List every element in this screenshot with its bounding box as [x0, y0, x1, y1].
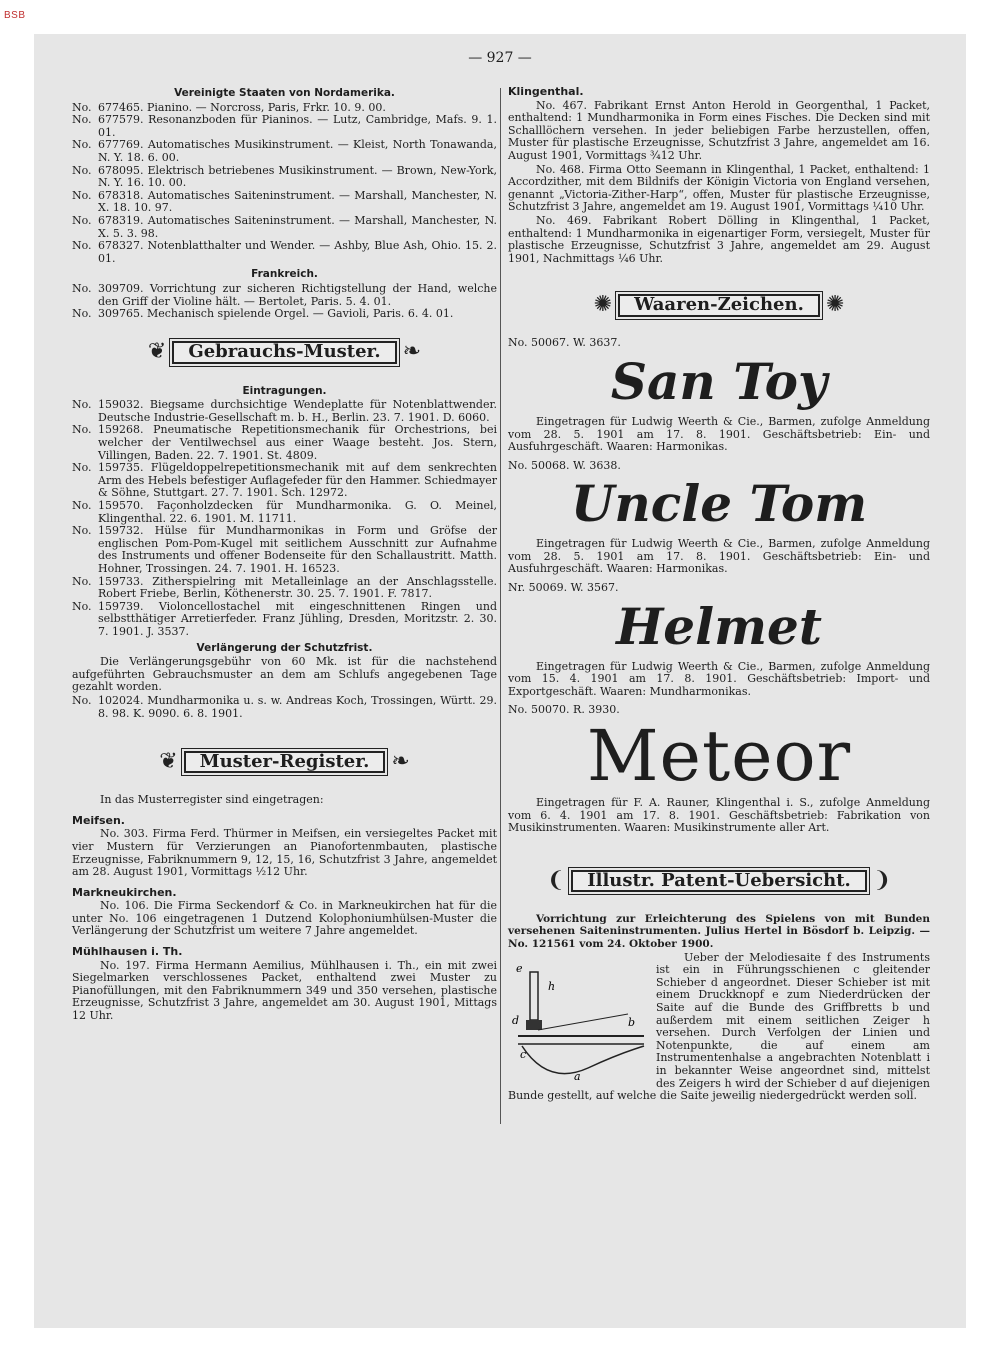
bracket-ornament-icon: ❨ [546, 867, 566, 893]
gebrauchs-banner [72, 329, 497, 377]
trademark-ref: No. 50067. W. 3637. [508, 336, 621, 350]
trademark-desc: Eingetragen für Ludwig Weerth & Cie., Barmen, zufolge Anmeldung vom 28. 5. 1901 am 17. 8. 1901. Geschäftsbetrieb: Ein- und Ausfuhrgeschäft. Waaren: Harmonikas. [508, 537, 930, 576]
list-item: No. 159739. Violoncellostachel mit eingeschnittenen Ringen und selbstthätiger Arretierfeder. Franz Jühling, Dresden, Moritzstr. 2. 30. 7. 1901. J. 3537. [72, 599, 497, 638]
list-item: No. 159032. Biegsame durchsichtige Wendeplatte für Notenblattwender. Deutsche Industrie-Gesellschaft m. b. H., Berlin. 23. 7. 1901. D. 6060. [72, 398, 497, 424]
trademark-word: San Toy [610, 351, 828, 411]
place-heading: Meifsen. [72, 813, 125, 827]
right-column [508, 84, 930, 1104]
trademark-desc: Eingetragen für Ludwig Weerth & Cie., Barmen, zufolge Anmeldung vom 15. 4. 1901 am 17. 8. 1901. Geschäftsbetrieb: Import- und Exportgeschäft. Waaren: Mundharmonikas. [508, 659, 930, 698]
trademark-desc: Eingetragen für F. A. Rauner, Klingenthal i. S., zufolge Anmeldung vom 6. 4. 1901 am 17. 8. 1901. Geschäftsbetrieb: Fabrikation von Musikinstrumenten. Waaren: Musikinstrumente aller Art. [508, 796, 930, 835]
list-item: No. 159735. Flügeldoppelrepetitionsmechanik mit auf dem senkrechten Arm des Hebels befestiger Auflagefeder für den Hammer. Schiedmayer & Söhne, Stuttgart. 27. 7. 1901. Sch. 12972. [72, 461, 497, 500]
patent-body [508, 952, 930, 1103]
list-item: No. 309709. Vorrichtung zur sicheren Richtigstellung der Hand, welche den Griff der Violine hält. — Bertolet, Paris. 5. 4. 01. [72, 281, 497, 308]
trademark-word: Uncle Tom [570, 474, 868, 534]
pointer-line [538, 1014, 628, 1030]
page-sheet [34, 34, 966, 1328]
trademark-desc: Eingetragen für Ludwig Weerth & Cie., Barmen, zufolge Anmeldung vom 28. 5. 1901 am 17. 8. 1901. Geschäftsbetrieb: Ein- und Ausfuhrgeschäft. Waaren: Harmonikas. [508, 414, 930, 454]
patent-title: Vorrichtung zur Erleichterung des Spielens von mit Bunden versehenen Saiteninstrumenten. Julius Hertel in Bösdorf b. Leipzig. — No. 121561 vom 24. Oktober 1900. [508, 912, 930, 950]
list-item: No. 678095. Elektrisch betriebenes Musikinstrument. — Brown, New-York, N. Y. 16. 10. 00. [72, 163, 497, 190]
list-item: No. 677579. Resonanzboden für Pianinos. — Lutz, Cambridge, Mafs. 9. 1. 01. [72, 113, 497, 139]
column-divider [500, 88, 501, 1124]
list-item: No. 102024. Mundharmonika u. s. w. Andreas Koch, Trossingen, Württ. 29. 8. 98. K. 9090. 6. 8. 1901. [72, 693, 497, 720]
eintragungen-heading: Eintragungen. [242, 384, 327, 397]
figure-label: c [520, 1047, 527, 1061]
place-heading: Markneukirchen. [72, 885, 177, 899]
patent-banner [508, 857, 930, 905]
left-column [72, 84, 497, 1024]
patent-figure [508, 954, 648, 1088]
patent-banner-title: Illustr. Patent-Uebersicht. [571, 870, 867, 893]
renewal-text: Die Verlängerungsgebühr von 60 Mk. ist für die nachstehend aufgeführten Gebrauchsmuster an dem am Schlufs angegebenen Tage gezahlt worden. [72, 655, 497, 694]
trademark-entry [508, 460, 930, 576]
usa-entry-list [72, 102, 497, 266]
trademark-entry [508, 337, 930, 453]
scroll-ornament-icon: ❧ [402, 339, 422, 365]
paragraph: No. 469. Fabrikant Robert Dölling in Klingenthal, 1 Packet, enthaltend: 1 Mundharmonika in eigenartiger Form, versiegelt, Muster für plastische Erzeugnisse, Schutzfrist 3 Jahre, angemeldet am 29. August 1901, Nachmittags ¼6 Uhr. [508, 213, 930, 265]
instrument-neck-shape [522, 1046, 644, 1074]
library-mark: BSB [4, 10, 26, 21]
place-heading: Mühlhausen i. Th. [72, 945, 183, 959]
scroll-ornament-icon: ❦ [147, 339, 167, 365]
list-item: No. 159268. Pneumatische Repetitionsmechanik für Orchestrions, bei welcher der Ventilwechsel aus einer Waage besteht. Jos. Stern, Villingen, Baden. 22. 7. 1901. St. 4809. [72, 423, 497, 462]
page-number: — 927 — [468, 50, 532, 66]
figure-label: b [628, 1015, 636, 1029]
trademark-entry [508, 704, 930, 834]
place-text: No. 197. Firma Hermann Aemilius, Mühlhausen i. Th., ein mit zwei Siegelmarken verschlossenes Packet, enthaltend zwei Muster zu Pianofüllungen, mit den Fabriknummern 349 und 350 versehen, plastische Erzeugnisse, Schutzfrist 3 Jahre, angemeldet am 30. August 1901, Mittags 12 Uhr. [72, 958, 497, 1023]
muster-banner [72, 738, 497, 786]
muster-banner-title: Muster-Register. [184, 751, 386, 774]
list-item: No. 678319. Automatisches Saiteninstrument. — Marshall, Manchester, N. X. 5. 3. 98. [72, 213, 497, 240]
bracket-ornament-icon: ❩ [872, 867, 892, 893]
figure-label: a [574, 1069, 581, 1083]
list-item: No. 159732. Hülse für Mundharmonikas in Form und Gröfse der englischen Pom-Pom-Kugel mit seitlichem Ausschnitt zur Aufnahme des Instruments und offener Bodenseite für den Schallaustritt. Matth. Hohner, Trossingen. 24. 7. 1901. H. 16523. [72, 524, 497, 575]
list-item: No. 159733. Zitherspielring mit Metalleinlage an der Anschlagsstelle. Robert Friebe, Berlin, Köthenerstr. 30. 25. 7. 1901. F. 7817. [72, 574, 497, 601]
trademark-word: Helmet [616, 596, 822, 656]
list-item: No. 677465. Pianino. — Norcross, Paris, Frkr. 10. 9. 00. [72, 100, 386, 114]
trademark-word: Meteor [586, 715, 852, 798]
figure-label: e [516, 961, 523, 975]
list-item: No. 159570. Façonholzdecken für Mundharmonika. G. O. Meinel, Klingenthal. 22. 6. 1901. M. 11711. [72, 499, 497, 525]
usa-heading: Vereinigte Staaten von Nordamerika. [174, 87, 395, 99]
patent-text: Ueber der Melodiesaite f des Instruments ist ein in Führungsschienen c gleitender Schieber d angeordnet. Dieser Schieber ist mit einem Druckknopf e zum Niederdrücken der Saite auf die Bunde des Griffbretts b und außerdem mit einem seitlichen Zeiger h versehen. Durch Verfolgen der Linien und Notenpunkte, die auf einem am Instrumentenhalse a angebrachten Notenblatt i in bekannter Weise angeordnet sind, mittelst des Zeigers h wird der Schieber d auf diejenigen Bunde gestellt, auf welche die Saite jeweilig niedergedrückt werden soll. [508, 950, 930, 1103]
trademark-ref: No. 50068. W. 3638. [508, 458, 621, 472]
trademark-entry [508, 582, 930, 698]
ornament-icon: ✺ [593, 292, 613, 318]
france-heading: Frankreich. [251, 268, 318, 281]
figure-label: h [548, 979, 556, 993]
press-button-shape [530, 972, 538, 1020]
klingenthal-heading: Klingenthal. [508, 85, 584, 98]
place-text: No. 106. Die Firma Seckendorf & Co. in Markneukirchen hat für die unter No. 106 eingetragenen 1 Dutzend Kolophoniumhülsen-Muster die Verlängerung der Schutzfrist um weitere 7 Jahre angemeldet. [72, 899, 497, 938]
list-item: No. 678327. Notenblatthalter und Wender. — Ashby, Blue Ash, Ohio. 15. 2. 01. [72, 239, 497, 265]
gebrauchs-banner-title: Gebrauchs-Muster. [172, 341, 396, 364]
list-item: No. 678318. Automatisches Saiteninstrument. — Marshall, Manchester, N. X. 18. 10. 97. [72, 188, 497, 215]
figure-label: d [512, 1013, 520, 1027]
waaren-banner-title: Waaren-Zeichen. [618, 294, 820, 317]
scroll-ornament-icon: ❦ [159, 748, 178, 774]
muster-intro: In das Musterregister sind eingetragen: [100, 793, 324, 807]
list-item: No. 309765. Mechanisch spielende Orgel. — Gavioli, Paris. 6. 4. 01. [72, 307, 454, 321]
list-item: No. 677769. Automatisches Musikinstrument. — Kleist, North Tonawanda, N. Y. 18. 6. 00. [72, 138, 497, 164]
place-text: No. 303. Firma Ferd. Thürmer in Meifsen, ein versiegeltes Packet mit vier Mustern für Verzierungen an Pianofortenmbauten, plastische Erzeugnisse, Fabriknummern 9, 12, 15, 16, Schutzfrist 3 Jahre, angemeldet am 28. August 1901, Vormittags ½12 Uhr. [72, 827, 497, 879]
trademark-ref: No. 50070. R. 3930. [508, 703, 620, 717]
ornament-icon: ✺ [825, 292, 845, 318]
renewal-heading: Verlängerung der Schutzfrist. [196, 641, 373, 654]
paragraph: No. 467. Fabrikant Ernst Anton Herold in Georgenthal, 1 Packet, enthaltend: 1 Mundharmonika in Form eines Fisches. Die Decken sind mit Schalllöchern versehen. In jeder beliebigen Farbe herzustellen, offen, Muster für plastische Erzeugnisse, Schutzfrist 3 Jahre, angemeldet am 16. August 1901, Vormittags ¾12 Uhr. [508, 98, 930, 162]
slider-shape [526, 1020, 542, 1030]
scroll-ornament-icon: ❧ [391, 748, 410, 774]
waaren-banner [508, 281, 930, 329]
trademark-ref: Nr. 50069. W. 3567. [508, 581, 619, 595]
paragraph: No. 468. Firma Otto Seemann in Klingenthal, 1 Packet, enthaltend: 1 Accordzither, mit dem Bildnifs der Königin Victoria von England versehen, genannt „Victoria-Zither-Harp“, offen, Muster für plastische Erzeugnisse, Schutzfrist 3 Jahre, angemeldet am 19. August 1901, Vormittags ¼10 Uhr. [508, 162, 930, 214]
